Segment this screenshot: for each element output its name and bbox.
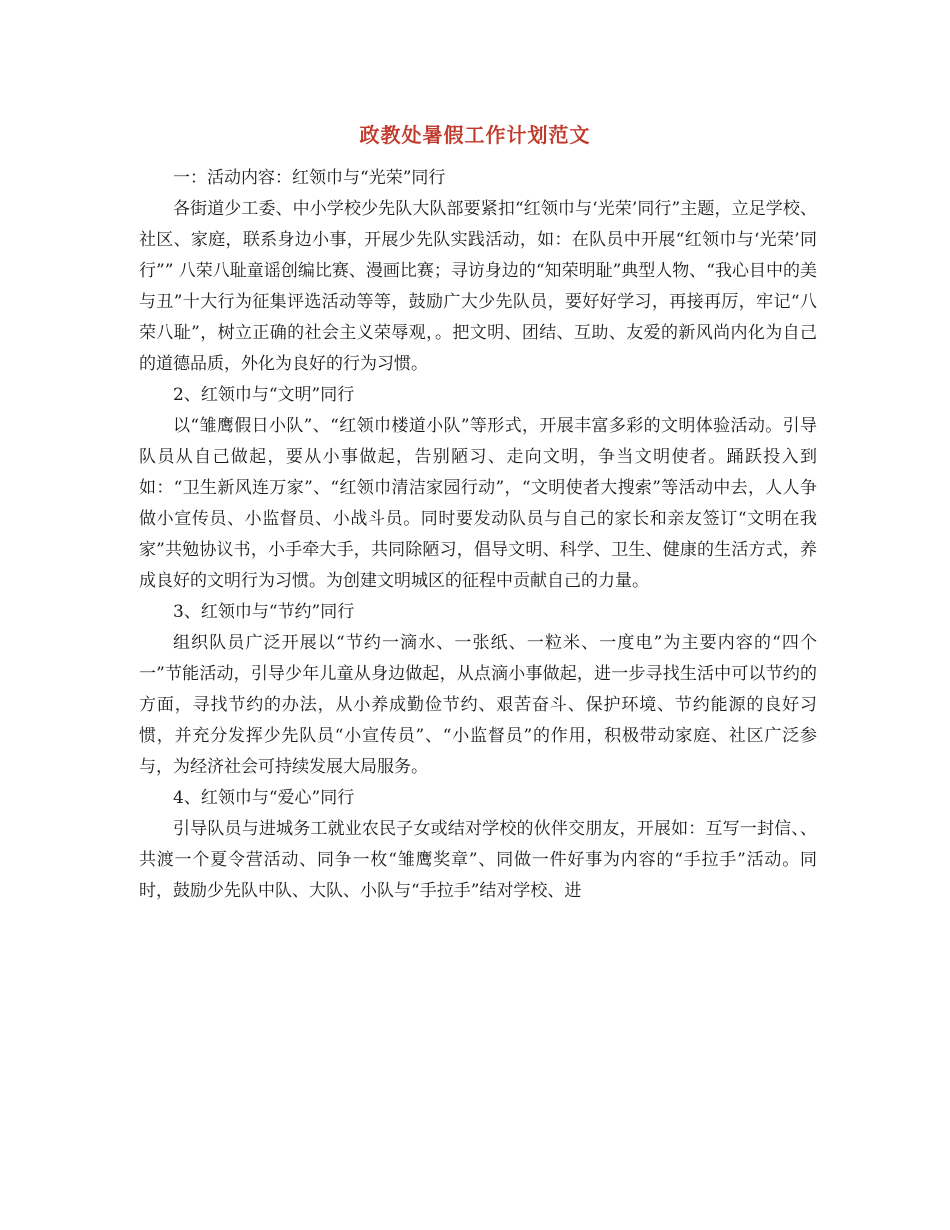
section-body-2: 以“雏鹰假日小队”、“红领巾楼道小队”等形式，开展丰富多彩的文明体验活动。引导队员从自己做起，要从小事做起，告别陋习、走向文明，争当文明使者。踊跃投入到如：“卫生新风连万家”、“红领巾清洁家园行动”，“文明使者大搜索”等活动中去，人人争做小宣传员、小监督员、小战斗员。同时要发动队员与自己的家长和亲友签订“文明在我家”共勉协议书，小手牵大手，共同除陋习，倡导文明、科学、卫生、健康的生活方式，养成良好的文明行为习惯。为创建文明城区的征程中贡献自己的力量。 [139, 416, 817, 591]
section-heading-1: 一：活动内容：红领巾与“光荣”同行 [173, 168, 446, 188]
document-body [139, 163, 817, 907]
section-body-4: 引导队员与进城务工就业农民子女或结对学校的伙伴交朋友，开展如：互写一封信、、共渡一个夏令营活动、同争一枚“雏鹰奖章”、同做一件好事为内容的“手拉手”活动。同时，鼓励少先队中队、大队、小队与“手拉手”结对学校、进 [139, 819, 817, 901]
section-heading-3: 3、红领巾与“节约”同行 [173, 602, 355, 622]
section-body-3: 组织队员广泛开展以“节约一滴水、一张纸、一粒米、一度电”为主要内容的“四个一”节能活动，引导少年儿童从身边做起，从点滴小事做起，进一步寻找生活中可以节约的方面，寻找节约的办法，从小养成勤俭节约、艰苦奋斗、保护环境、节约能源的良好习惯，并充分发挥少先队员“小宣传员”、“小监督员”的作用，积极带动家庭、社区广泛参与，为经济社会可持续发展大局服务。 [139, 633, 817, 777]
section-heading-4: 4、红领巾与“爱心”同行 [173, 788, 355, 808]
section-heading-2: 2、红领巾与“文明”同行 [173, 385, 355, 405]
document-title: 政教处暑假工作计划范文 [359, 123, 591, 147]
section-body-1: 各街道少工委、中小学校少先队大队部要紧扣“红领巾与‘光荣’同行”主题，立足学校、社区、家庭，联系身边小事，开展少先队实践活动，如：在队员中开展“红领巾与‘光荣’同行”” 八荣八耻童谣创编比赛、漫画比赛；寻访身边的“知荣明耻”典型人物、“我心目中的美与丑”十大行为征集评选活动等等，鼓励广大少先队员，要好好学习，再接再厉，牢记“八荣八耻”，树立正确的社会主义荣辱观，。把文明、团结、互助、友爱的新风尚内化为自己的道德品质，外化为良好的行为习惯。 [139, 199, 817, 374]
